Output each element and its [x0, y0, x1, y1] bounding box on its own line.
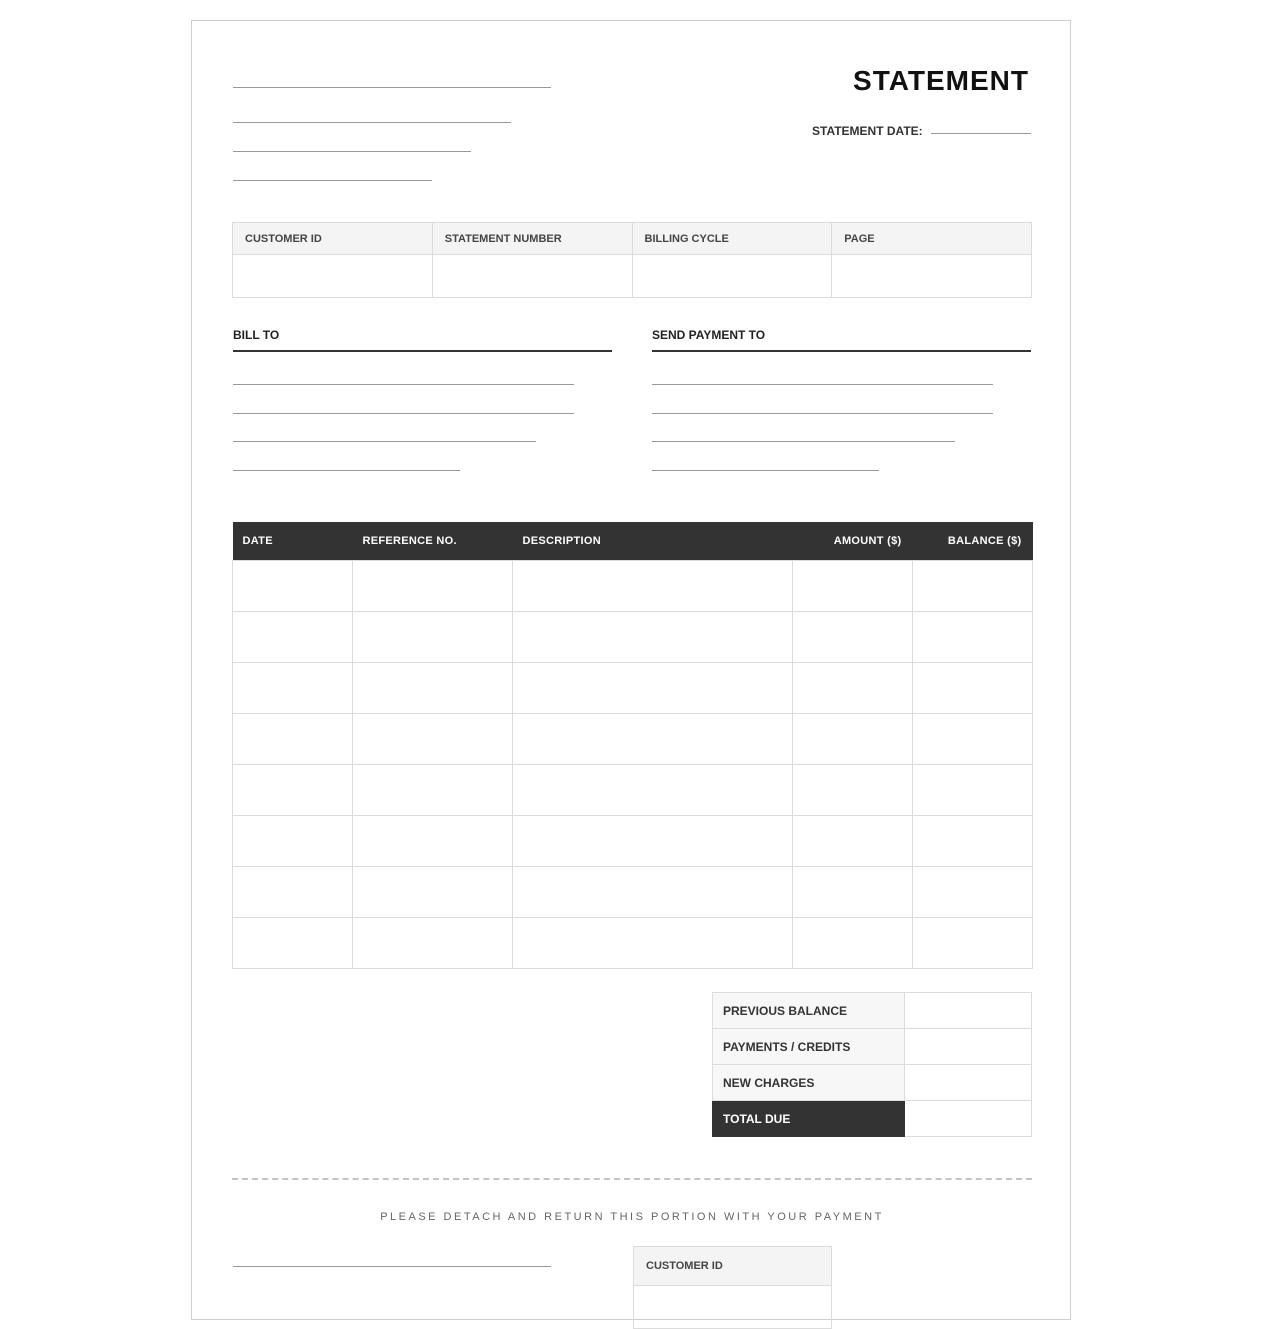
document-title: STATEMENT	[853, 65, 1029, 96]
total-due-value[interactable]	[905, 1101, 1032, 1137]
date-column-header: DATE	[233, 522, 353, 561]
total-due-label: TOTAL DUE	[713, 1101, 905, 1137]
amount-cell[interactable]	[793, 867, 913, 918]
amount-cell[interactable]	[793, 714, 913, 765]
statement-number-header: STATEMENT NUMBER	[432, 223, 632, 255]
detach-instruction: PLEASE DETACH AND RETURN THIS PORTION WITH YOUR PAYMENT	[380, 1211, 884, 1223]
company-address-line-1[interactable]	[233, 122, 511, 123]
description-cell[interactable]	[513, 612, 793, 663]
bill-to-line-3[interactable]	[233, 441, 536, 442]
remittance-customer-table	[633, 1246, 832, 1329]
reference-cell[interactable]	[353, 714, 513, 765]
reference-cell[interactable]	[353, 816, 513, 867]
balance-cell[interactable]	[913, 867, 1033, 918]
bill-to-line-1[interactable]	[233, 384, 574, 385]
billing-cycle-cell[interactable]	[632, 255, 832, 298]
date-cell[interactable]	[233, 561, 353, 612]
table-row	[233, 663, 1033, 714]
remittance-customer-id-cell[interactable]	[634, 1286, 832, 1329]
table-row	[233, 561, 1033, 612]
page-cell[interactable]	[832, 255, 1032, 298]
date-cell[interactable]	[233, 663, 353, 714]
send-payment-line-3[interactable]	[652, 441, 955, 442]
remittance-customer-id-header: CUSTOMER ID	[634, 1247, 832, 1286]
amount-cell[interactable]	[793, 918, 913, 969]
company-name-line[interactable]	[233, 87, 551, 88]
statement-date-label: STATEMENT DATE:	[812, 124, 923, 138]
send-payment-line-1[interactable]	[652, 384, 993, 385]
description-cell[interactable]	[513, 816, 793, 867]
date-cell[interactable]	[233, 612, 353, 663]
new-charges-value[interactable]	[905, 1065, 1032, 1101]
description-cell[interactable]	[513, 561, 793, 612]
send-payment-line-2[interactable]	[652, 413, 993, 414]
amount-cell[interactable]	[793, 612, 913, 663]
reference-cell[interactable]	[353, 561, 513, 612]
description-cell[interactable]	[513, 714, 793, 765]
balance-cell[interactable]	[913, 816, 1033, 867]
billing-cycle-header: BILLING CYCLE	[632, 223, 832, 255]
description-column-header: DESCRIPTION	[513, 522, 793, 561]
reference-cell[interactable]	[353, 918, 513, 969]
statement-date-field[interactable]	[931, 133, 1031, 134]
new-charges-label: NEW CHARGES	[713, 1065, 905, 1101]
page-header: PAGE	[832, 223, 1032, 255]
company-address-line-2[interactable]	[233, 151, 471, 152]
send-payment-line-4[interactable]	[652, 470, 879, 471]
amount-cell[interactable]	[793, 816, 913, 867]
statement-number-cell[interactable]	[432, 255, 632, 298]
transactions-table	[232, 522, 1033, 969]
detach-divider	[232, 1178, 1032, 1180]
balance-cell[interactable]	[913, 612, 1033, 663]
amount-cell[interactable]	[793, 561, 913, 612]
table-row	[233, 714, 1033, 765]
balance-cell[interactable]	[913, 561, 1033, 612]
amount-column-header: AMOUNT ($)	[793, 522, 913, 561]
bill-to-heading: BILL TO	[233, 328, 612, 352]
balance-cell[interactable]	[913, 663, 1033, 714]
balance-cell[interactable]	[913, 714, 1033, 765]
company-address-line-3[interactable]	[233, 180, 432, 181]
statement-page	[191, 20, 1071, 1320]
customer-id-cell[interactable]	[233, 255, 433, 298]
bill-to-line-2[interactable]	[233, 413, 574, 414]
balance-cell[interactable]	[913, 765, 1033, 816]
date-cell[interactable]	[233, 816, 353, 867]
previous-balance-label: PREVIOUS BALANCE	[713, 993, 905, 1029]
reference-cell[interactable]	[353, 765, 513, 816]
table-row	[233, 612, 1033, 663]
payments-credits-label: PAYMENTS / CREDITS	[713, 1029, 905, 1065]
amount-cell[interactable]	[793, 663, 913, 714]
table-row	[233, 918, 1033, 969]
customer-id-header: CUSTOMER ID	[233, 223, 433, 255]
payments-credits-value[interactable]	[905, 1029, 1032, 1065]
description-cell[interactable]	[513, 663, 793, 714]
balance-column-header: BALANCE ($)	[913, 522, 1033, 561]
table-row	[233, 867, 1033, 918]
summary-table	[712, 992, 1032, 1137]
date-cell[interactable]	[233, 867, 353, 918]
previous-balance-value[interactable]	[905, 993, 1032, 1029]
reference-column-header: REFERENCE NO.	[353, 522, 513, 561]
amount-cell[interactable]	[793, 765, 913, 816]
remittance-name-line[interactable]	[233, 1266, 551, 1267]
send-payment-to-heading: SEND PAYMENT TO	[652, 328, 1031, 352]
description-cell[interactable]	[513, 867, 793, 918]
table-row	[233, 816, 1033, 867]
date-cell[interactable]	[233, 918, 353, 969]
description-cell[interactable]	[513, 765, 793, 816]
balance-cell[interactable]	[913, 918, 1033, 969]
bill-to-line-4[interactable]	[233, 470, 460, 471]
statement-info-table	[232, 222, 1032, 298]
date-cell[interactable]	[233, 765, 353, 816]
reference-cell[interactable]	[353, 663, 513, 714]
description-cell[interactable]	[513, 918, 793, 969]
reference-cell[interactable]	[353, 612, 513, 663]
date-cell[interactable]	[233, 714, 353, 765]
table-row	[233, 765, 1033, 816]
reference-cell[interactable]	[353, 867, 513, 918]
